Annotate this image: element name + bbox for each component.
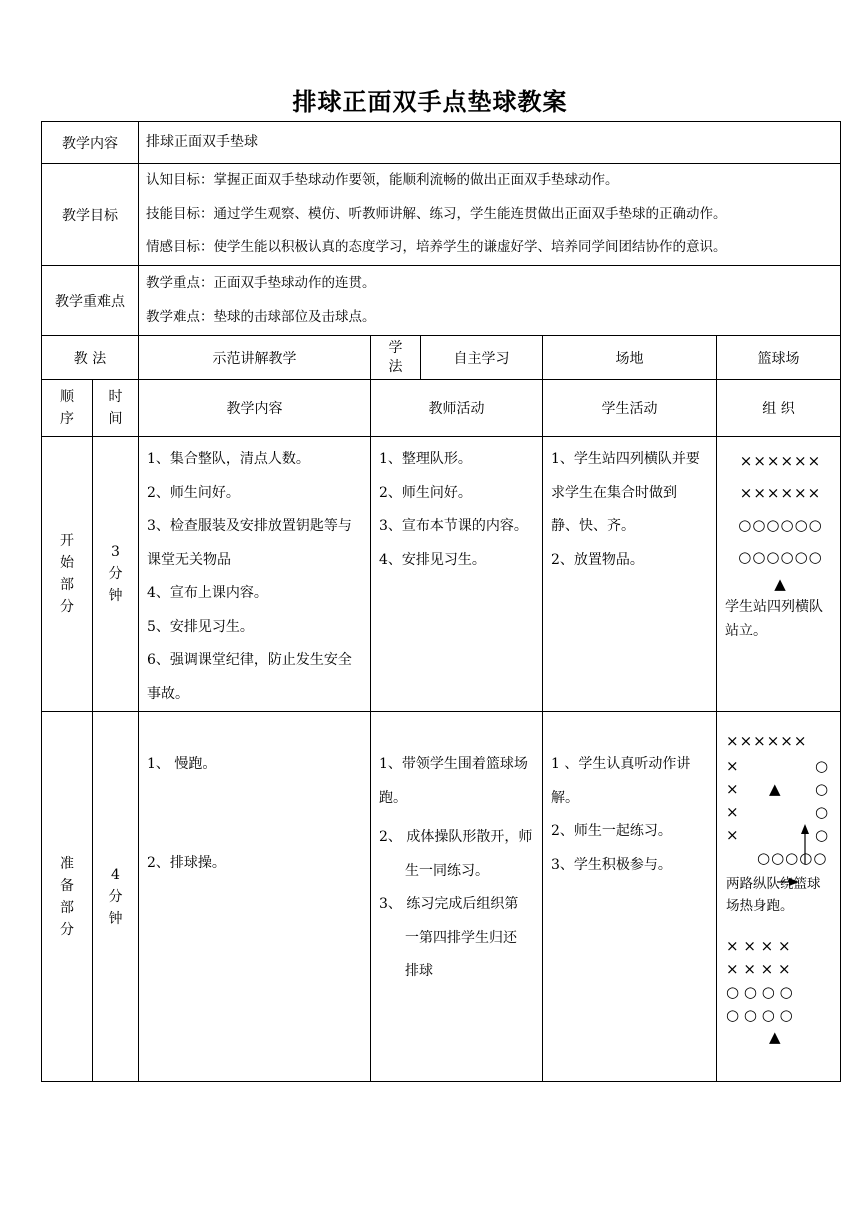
study-label: 学 法 (371, 336, 421, 380)
row-content (42, 122, 841, 164)
circle-mark: ○ (815, 803, 830, 821)
formation-grid-row: ○ ○ ○ ○ (726, 983, 793, 1001)
circle-mark: ○ (815, 826, 830, 844)
difficult-point: 教学难点：垫球的击球部位及击球点。 (146, 308, 376, 325)
circle-mark: ○ (815, 757, 830, 775)
formation-grid-row: ○ ○ ○ ○ (726, 1006, 793, 1024)
header-content: 教学内容 (139, 380, 371, 437)
header-teacher: 教师活动 (371, 380, 543, 437)
page-title: 排球正面双手点垫球教案 (292, 87, 568, 116)
method-label: 教 法 (42, 336, 139, 380)
row-keypoints (42, 266, 841, 336)
header-order: 顺 序 (42, 380, 93, 437)
venue-value: 篮球场 (717, 336, 841, 380)
section-start-student: 1、学生站四列横队并要 求学生在集合时做到 静、快、齐。 2、放置物品。 (543, 437, 717, 712)
formation-note: 两路纵队绕篮球 (726, 876, 821, 892)
goal-cognitive: 认知目标：掌握正面双手垫球动作要领，能顺利流畅的做出正面双手垫球动作。 (146, 172, 619, 189)
formation-grid-row: × × × × (726, 937, 791, 955)
lesson-plan-table (41, 121, 841, 1082)
teacher-triangle-icon: ▲ (769, 780, 782, 798)
content-value: 排球正面双手垫球 (139, 122, 841, 164)
formation-row: ×××××× (739, 452, 822, 470)
section-start-time: 3 分 钟 (93, 437, 139, 712)
header-organize: 组 织 (717, 380, 841, 437)
section-start-content: 1、集合整队，清点人数。 2、师生问好。 3、检查服装及安排放置钥匙等与 课堂无关物品 4、宣布上课内容。 5、安排见习生。 6、强调课堂纪律，防止发生安全 事故。 (139, 437, 371, 712)
section-warmup-content: 1、 慢跑。 2、排球操。 (139, 712, 371, 1082)
row-headers (42, 380, 841, 437)
content-label: 教学内容 (42, 122, 139, 164)
formation-row: ×××××× (739, 484, 822, 502)
formation-note: 站立。 (725, 623, 767, 639)
section-start-organize (717, 437, 841, 712)
keypoints-list (139, 266, 841, 336)
run-top-row: ×××××× (726, 732, 808, 750)
formation-row: ○○○○○○ (738, 548, 823, 566)
section-start-teacher: 1、整理队形。 2、师生问好。 3、宣布本节课的内容。 4、安排见习生。 (371, 437, 543, 712)
venue-label: 场地 (543, 336, 717, 380)
cross-mark: × (726, 826, 740, 844)
teacher-triangle-icon: ▲ (769, 1028, 782, 1046)
row-goals (42, 164, 841, 266)
study-value: 自主学习 (421, 336, 543, 380)
teacher-triangle-icon: ▲ (774, 575, 787, 593)
method-value: 示范讲解教学 (139, 336, 371, 380)
row-method (42, 336, 841, 380)
cross-mark: × (726, 803, 740, 821)
section-start (42, 437, 841, 712)
run-bottom-row: ○○○○○ (757, 849, 828, 867)
key-point: 教学重点：正面双手垫球动作的连贯。 (146, 275, 376, 291)
cross-mark: × (726, 757, 740, 775)
section-warmup-student: 1 、学生认真听动作讲 解。 2、师生一起练习。 3、学生积极参与。 (543, 712, 717, 1082)
header-student: 学生活动 (543, 380, 717, 437)
goals-list (139, 164, 841, 266)
formation-note: 学生站四列横队 (725, 599, 823, 615)
formation-note: 场热身跑。 (726, 898, 794, 914)
header-time: 时 间 (93, 380, 139, 437)
circle-mark: ○ (815, 780, 830, 798)
formation-grid-row: × × × × (726, 960, 791, 978)
cross-mark: × (726, 780, 740, 798)
goal-emotion: 情感目标：使学生能以积极认真的态度学习，培养学生的谦虚好学、培养同学间团结协作的意识。 (146, 239, 727, 256)
section-warmup-organize (717, 712, 841, 1082)
section-warmup (42, 712, 841, 1082)
section-warmup-name: 准 备 部 分 (42, 712, 93, 1082)
section-start-name: 开 始 部 分 (42, 437, 93, 712)
formation-row: ○○○○○○ (738, 516, 823, 534)
goals-label: 教学目标 (42, 164, 139, 266)
section-warmup-time: 4 分 钟 (93, 712, 139, 1082)
goal-skill: 技能目标：通过学生观察、模仿、听教师讲解、练习，学生能连贯做出正面双手垫球的正确动作。 (146, 205, 727, 222)
section-warmup-teacher: 1、带领学生围着篮球场 跑。 2、 成体操队形散开，师 生一同练习。 3、 练习完成后组织第 一第四排学生归还 排球 (371, 712, 543, 1082)
keypoints-label: 教学重难点 (42, 266, 139, 336)
